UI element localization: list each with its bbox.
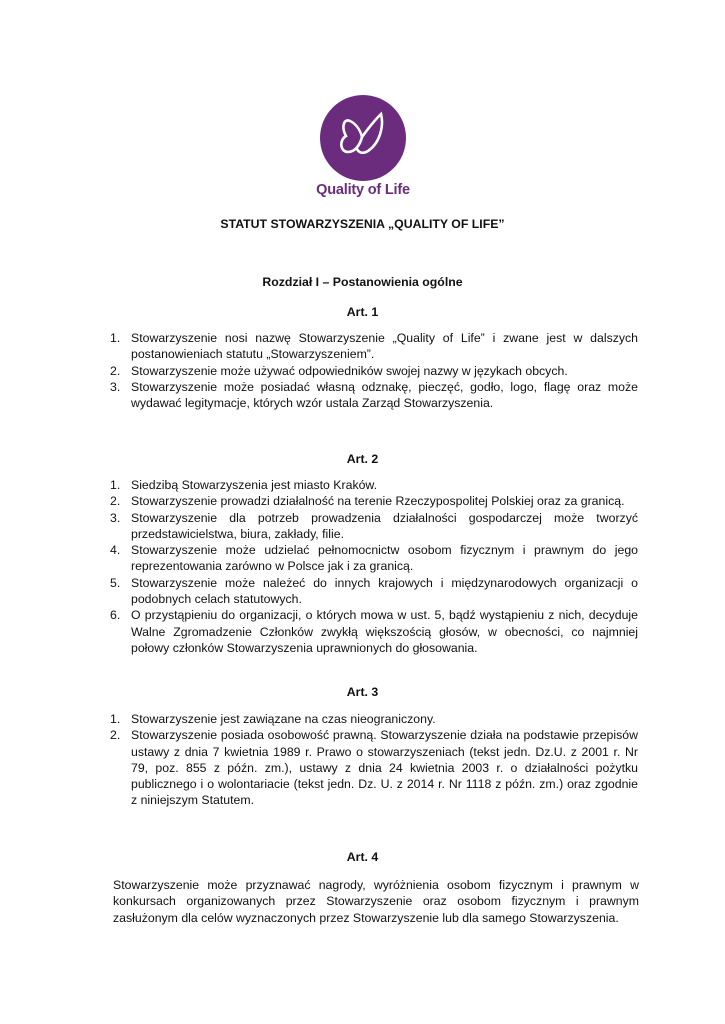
logo-text: Quality of Life bbox=[316, 182, 410, 198]
list-item: 2. Stowarzyszenie prowadzi działalność na terenie Rzeczypospolitej Polskiej oraz za granicą. bbox=[110, 494, 625, 509]
list-item: 5. Stowarzyszenie może należeć do innych krajowych i międzynarodowych organizacji o podobnych celach statutowych. bbox=[110, 575, 638, 607]
list-item: 2. Stowarzyszenie może używać odpowiedników swojej nazwy w językach obcych. bbox=[110, 363, 568, 378]
art3-heading: Art. 3 bbox=[346, 685, 379, 699]
list-item: 1. Stowarzyszenie nosi nazwę Stowarzyszenie „Quality of Life” i zwane jest w dalszych postanowieniach statutu „Stowarzyszeniem”. bbox=[110, 331, 638, 362]
list-item: 3. Stowarzyszenie dla potrzeb prowadzenia działalności gospodarczej może tworzyć przedstawicielstwa, biura, zakłady, filie. bbox=[110, 510, 638, 541]
art3-list bbox=[110, 711, 638, 809]
art2-heading: Art. 2 bbox=[346, 452, 379, 466]
chapter-heading: Rozdział I – Postanowienia ogólne bbox=[262, 275, 463, 289]
organization-logo bbox=[316, 95, 410, 207]
art1-list bbox=[110, 330, 638, 411]
document-title: STATUT STOWARZYSZENIA „QUALITY OF LIFE” bbox=[220, 217, 505, 231]
list-item: 6. O przystąpieniu do organizacji, o których mowa w ust. 5, bądź wystąpieniu z nich, decyduje Walne Zgromadzenie Członków zwykłą większością głosów, w obecności, co najmniej połowy członków Stowarzyszenia uprawnionych do głosowania. bbox=[110, 608, 638, 655]
art2-list bbox=[110, 477, 638, 656]
butterfly-icon bbox=[320, 95, 406, 181]
list-item: 1. Stowarzyszenie jest zawiązane na czas nieograniczony. bbox=[110, 712, 436, 726]
list-item: 1. Siedzibą Stowarzyszenia jest miasto Kraków. bbox=[110, 478, 378, 492]
list-item: 2. Stowarzyszenie posiada osobowość prawną. Stowarzyszenie działa na podstawie przepisów ustawy z dnia 7 kwietnia 1989 r. Prawo o stowarzyszeniach (tekst jedn. Dz.U. z 2001 r. Nr 79, poz. 855 z późn. zm.), ustawy z dnia 24 kwietnia 2003 r. o działalności pożytku publicznego i o wolontariacie (tekst jedn. Dz. U. z 2014 r. Nr 1118 z późn. zm.) oraz zgodnie z niniejszym Statutem. bbox=[110, 728, 638, 808]
list-item: 3. Stowarzyszenie może posiadać własną odznakę, pieczęć, godło, logo, flagę oraz może wydawać legitymacje, których wzór ustala Zarząd Stowarzyszenia. bbox=[110, 379, 638, 411]
art1-heading: Art. 1 bbox=[346, 305, 379, 319]
list-item: 4. Stowarzyszenie może udzielać pełnomocnictw osobom fizycznym i prawnym do jego reprezentowania zarówno w Polsce jak i za granicą. bbox=[110, 543, 638, 574]
art4-paragraph: Stowarzyszenie może przyznawać nagrody, wyróżnienia osobom fizycznym i prawnym w konkursach organizowanych przez Stowarzyszenie oraz osobom fizycznym i prawnym zasłużonym dla celów wyznaczonych przez Stowarzyszenie lub dla samego Stowarzyszenia. bbox=[113, 878, 639, 925]
art4-heading: Art. 4 bbox=[346, 850, 379, 864]
